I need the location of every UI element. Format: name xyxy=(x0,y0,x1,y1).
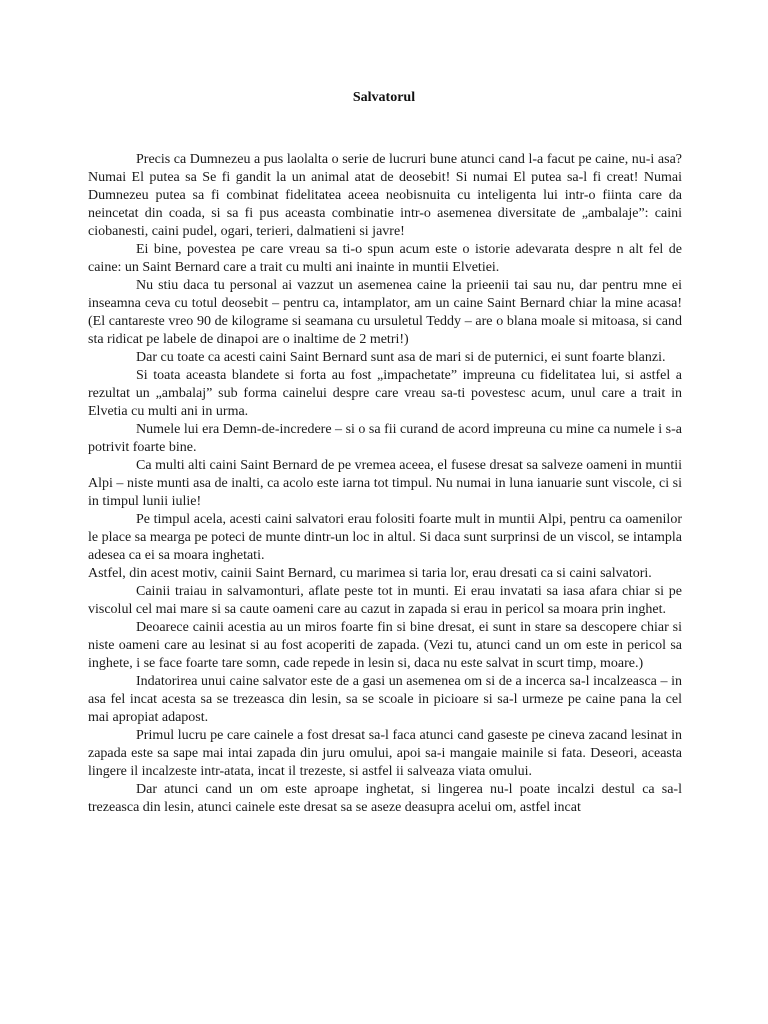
paragraph: Si toata aceasta blandete si forta au fost „impachetate” impreuna cu fidelitatea lui, si astfel a rezultat un „ambalaj” sub forma cainelui despre care vreau sa-ti povestesc acum, unul care a trait in Elvetia cu multi ani in urma. xyxy=(88,368,682,419)
document-body xyxy=(88,151,682,817)
paragraph: Dar atunci cand un om este aproape inghetat, si lingerea nu-l poate incalzi destul ca sa-l trezeasca din lesin, atunci cainele este dresat sa se aseze deasupra acelui om, astfel incat xyxy=(88,782,682,815)
paragraph: Precis ca Dumnezeu a pus laolalta o serie de lucruri bune atunci cand l-a facut pe caine, nu-i asa? Numai El putea sa Se fi gandit la un animal atat de deosebit! Si numai El putea sa-l fi creat! Numai Dumnezeu putea sa fi combinat fidelitatea aceea neobisnuita cu inteligenta lui intr-o fiinta care da neincetat din coada, si sa fi pus aceasta combinatie intr-o asemenea diversitate de „ambalaje”: caini ciobanesti, caini pudel, ogari, terieri, dalmatieni si javre! xyxy=(88,152,682,239)
paragraph: Dar cu toate ca acesti caini Saint Bernard sunt asa de mari si de puternici, ei sunt foarte blanzi. xyxy=(136,350,666,365)
paragraph: Numele lui era Demn-de-incredere – si o sa fii curand de acord impreuna cu mine ca numele i s-a potrivit foarte bine. xyxy=(88,422,682,455)
paragraph: Indatorirea unui caine salvator este de a gasi un asemenea om si de a incerca sa-l incalzeasca – in asa fel incat acesta sa se trezeasca din lesin, sa se scoale in picioare si sa-l urmeze pe caine pana la cel mai apropiat adapost. xyxy=(88,674,682,725)
paragraph: Cainii traiau in salvamonturi, aflate peste tot in munti. Ei erau invatati sa iasa afara chiar si pe viscolul cel mai mare si sa caute oameni care au cazut in zapada si erau in pericol sa moara prin inghet. xyxy=(88,584,682,617)
paragraph: Nu stiu daca tu personal ai vazzut un asemenea caine la prieenii tai sau nu, dar pentru mne ei inseamna ceva cu totul deosebit – pentru ca, intamplator, am un caine Saint Bernard chiar la mine acasa! (El cantareste vreo 90 de kilograme si seamana cu ursuletul Teddy – are o blana moale si mitoasa, si cand sta ridicat pe labele de dinapoi are o inaltime de 2 metri!) xyxy=(88,278,682,347)
paragraph: Primul lucru pe care cainele a fost dresat sa-l faca atunci cand gaseste pe cineva zacand lesinat in zapada este sa sape mai intai zapada din juru omului, apoi sa-i mangaie mainile si fata. Deseori, aceasta lingere il incalzeste intr-atata, incat il trezeste, si astfel ii salveaza viata omului. xyxy=(88,728,682,779)
paragraph: Astfel, din acest motiv, cainii Saint Bernard, cu marimea si taria lor, erau dresati ca si caini salvatori. xyxy=(88,566,652,581)
paragraph: Pe timpul acela, acesti caini salvatori erau folositi foarte mult in muntii Alpi, pentru ca oamenilor le place sa mearga pe poteci de munte dintr-un loc in altul. Si daca sunt surprinsi de un viscol, se intampla adesea ca ei sa moara inghetati. xyxy=(88,512,682,563)
paragraph: Deoarece cainii acestia au un miros foarte fin si bine dresat, ei sunt in stare sa descopere chiar si niste oameni care au lesinat si au fost acoperiti de zapada. (Vezi tu, atunci cand un om este in pericol sa inghete, i se face foarte tare somn, cade repede in lesin si, daca nu este salvat in scurt timp, moare.) xyxy=(88,620,682,671)
page-title: Salvatorul xyxy=(352,90,416,105)
paragraph: Ei bine, povestea pe care vreau sa ti-o spun acum este o istorie adevarata despre n alt fel de caine: un Saint Bernard care a trait cu multi ani inainte in muntii Elvetiei. xyxy=(88,242,682,275)
paragraph: Ca multi alti caini Saint Bernard de pe vremea aceea, el fusese dresat sa salveze oameni in muntii Alpi – niste munti asa de inalti, ca acolo este iarna tot timpul. Nu numai in luna ianuarie sunt viscole, ci si in timpul lunii iulie! xyxy=(88,458,682,509)
